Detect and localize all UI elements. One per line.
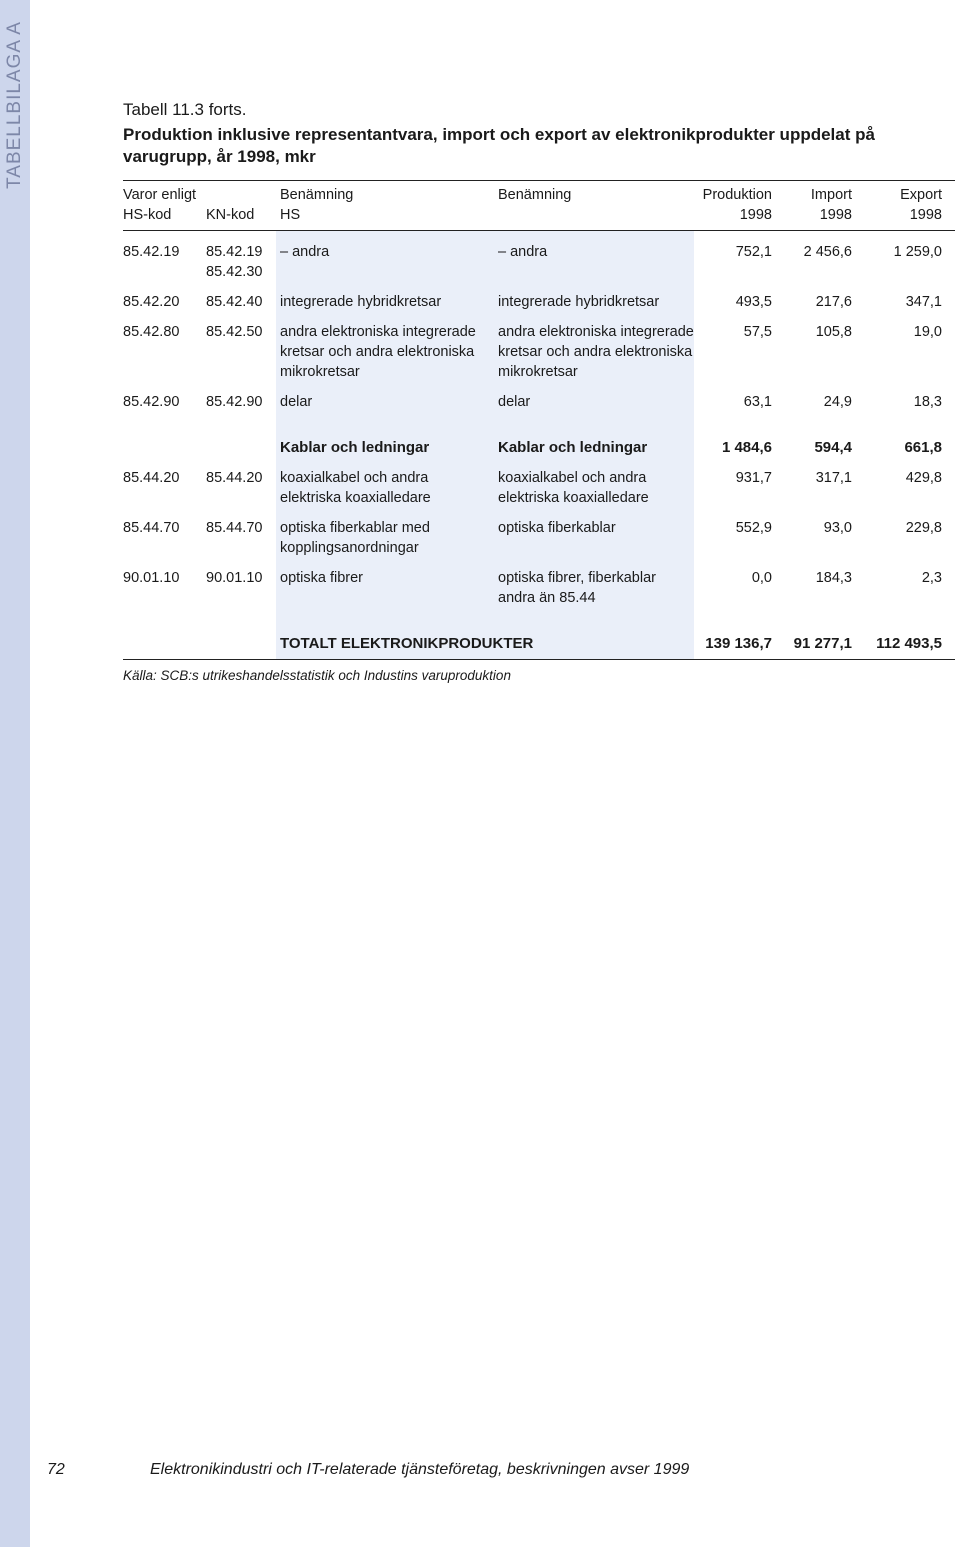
header-kn-kod: KN-kod (206, 207, 255, 223)
row-benamning-hs: – andra (280, 244, 330, 260)
sidebar (0, 0, 30, 1547)
header-export: Export (900, 187, 942, 203)
group-label-kn: Kablar och ledningar (498, 439, 648, 456)
header-top-rule (123, 180, 955, 181)
row-hs-kod: 85.42.90 (123, 394, 180, 410)
row-kn-kod: 85.42.19 85.42.30 (206, 244, 263, 280)
header-hs-kod: HS-kod (123, 207, 172, 223)
row-import: 184,3 (815, 570, 852, 586)
publication-title: Elektronikindustri och IT-relaterade tjänsteföretag, beskrivningen avser 1999 (150, 1461, 690, 1478)
row-benamning-hs: koaxialkabel och andra elektriska koaxialledare (280, 470, 431, 506)
row-export: 229,8 (905, 520, 942, 536)
table-bottom-rule (123, 659, 955, 660)
row-benamning-hs: optiska fibrer (280, 570, 364, 586)
row-hs-kod: 85.44.20 (123, 470, 180, 486)
group-export: 661,8 (904, 439, 942, 456)
total-produktion: 139 136,7 (705, 635, 772, 652)
source-note: Källa: SCB:s utrikeshandelsstatistik och Industins varuproduktion (123, 668, 511, 683)
row-import: 105,8 (815, 324, 852, 340)
row-benamning-hs: delar (280, 394, 313, 410)
row-export: 19,0 (913, 324, 942, 340)
total-label: TOTALT ELEKTRONIKPRODUKTER (280, 635, 534, 652)
row-produktion: 57,5 (743, 324, 772, 340)
row-kn-kod: 85.42.40 (206, 294, 263, 310)
row-export: 18,3 (913, 394, 942, 410)
row-benamning-kn: andra elektroniska integrerade kretsar och andra elektroniska mikrokretsar (498, 324, 694, 380)
row-hs-kod: 90.01.10 (123, 570, 180, 586)
header-import: Import (810, 187, 852, 203)
row-kn-kod: 85.44.20 (206, 470, 263, 486)
header-varor-enligt: Varor enligt (123, 187, 197, 203)
row-produktion: 752,1 (735, 244, 772, 260)
total-export: 112 493,5 (876, 635, 942, 652)
row-kn-kod: 85.42.50 (206, 324, 263, 340)
table-title: Produktion inklusive representantvara, import och export av elektronikprodukter uppdelat på varugrupp, år 1998, mkr (123, 125, 875, 166)
page-number: 72 (47, 1461, 65, 1478)
header-bottom-rule (123, 230, 955, 231)
sidebar-label-container (0, 0, 30, 210)
row-import: 93,0 (823, 520, 852, 536)
row-import: 317,1 (815, 470, 852, 486)
header-benamning-kn: Benämning (498, 187, 572, 203)
row-benamning-kn: – andra (498, 244, 548, 260)
sidebar-label: TABELLBILAGA A (4, 21, 26, 189)
group-label-hs: Kablar och ledningar (280, 439, 430, 456)
header-produktion-year: 1998 (739, 207, 772, 223)
row-hs-kod: 85.42.20 (123, 294, 180, 310)
table-caption: Tabell 11.3 forts. (123, 100, 247, 119)
row-produktion: 931,7 (735, 470, 772, 486)
row-benamning-hs: integrerade hybridkretsar (280, 294, 442, 310)
row-export: 2,3 (921, 570, 942, 586)
row-benamning-kn: delar (498, 394, 531, 410)
row-kn-kod: 90.01.10 (206, 570, 263, 586)
row-produktion: 552,9 (735, 520, 772, 536)
row-export: 347,1 (905, 294, 942, 310)
row-produktion: 63,1 (743, 394, 772, 410)
row-benamning-kn: optiska fiberkablar (498, 520, 616, 536)
row-import: 24,9 (823, 394, 852, 410)
row-produktion: 493,5 (735, 294, 772, 310)
row-hs-kod: 85.44.70 (123, 520, 180, 536)
row-kn-kod: 85.42.90 (206, 394, 263, 410)
row-benamning-hs: andra elektroniska integrerade kretsar och andra elektroniska mikrokretsar (280, 324, 476, 380)
row-kn-kod: 85.44.70 (206, 520, 263, 536)
row-hs-kod: 85.42.19 (123, 244, 180, 260)
row-import: 217,6 (815, 294, 852, 310)
row-benamning-kn: koaxialkabel och andra elektriska koaxialledare (498, 470, 649, 506)
total-import: 91 277,1 (793, 635, 852, 652)
row-export: 429,8 (905, 470, 942, 486)
row-hs-kod: 85.42.80 (123, 324, 180, 340)
group-produktion: 1 484,6 (721, 439, 772, 456)
header-export-year: 1998 (909, 207, 942, 223)
row-benamning-hs: optiska fiberkablar med kopplingsanordningar (280, 520, 430, 556)
row-benamning-kn: optiska fibrer, fiberkablar andra än 85.44 (498, 570, 656, 606)
header-import-year: 1998 (819, 207, 852, 223)
row-export: 1 259,0 (893, 244, 942, 260)
header-benamning-hs: Benämning (280, 187, 354, 203)
header-produktion: Produktion (702, 187, 772, 203)
row-produktion: 0,0 (751, 570, 772, 586)
row-import: 2 456,6 (803, 244, 852, 260)
row-benamning-kn: integrerade hybridkretsar (498, 294, 660, 310)
group-import: 594,4 (814, 439, 852, 456)
header-benamning-hs-sub: HS (280, 207, 301, 223)
